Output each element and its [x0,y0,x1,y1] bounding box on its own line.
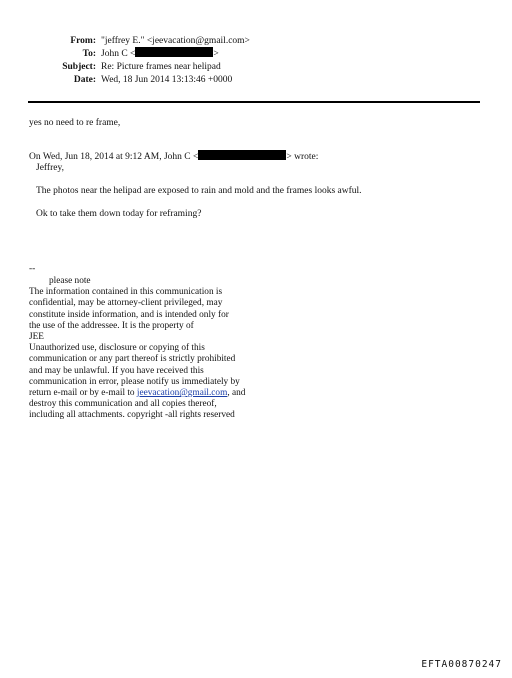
link-line-suffix: , and [227,388,246,399]
disclaimer-line: including all attachments. copyright -all rights reserved [29,410,235,421]
signature-disclaimer [29,276,245,422]
disclaimer-line: confidential, may be attorney-client privileged, may [29,298,223,309]
redaction-block [135,47,213,57]
disclaimer-link-line [29,388,245,399]
reply-text: yes no need to re frame, [29,118,121,128]
disclaimer-line: communication or any part thereof is strictly prohibited [29,354,236,365]
document-id: EFTA00870247 [421,659,502,670]
to-prefix: John C < [101,49,136,59]
subject-value: Re: Picture frames near helipad [101,62,221,72]
quote-attribution [29,150,318,163]
header-divider [28,101,480,103]
from-label: From: [70,36,96,46]
disclaimer-line: communication in error, please notify us immediately by [29,376,240,387]
disclaimer-line: and may be unlawful. If you have received this [29,365,204,376]
subject-label: Subject: [62,62,96,72]
quoted-line-2: Ok to take them down today for reframing? [36,209,202,219]
signature-dashes: -- [29,264,36,274]
to-label: To: [82,49,96,59]
date-value: Wed, 18 Jun 2014 13:13:46 +0000 [101,75,233,85]
date-label: Date: [73,75,96,85]
disclaimer-line: The information contained in this communication is [29,287,223,298]
disclaimer-line: destroy this communication and all copies thereof, [29,399,217,410]
quote-prefix: On Wed, Jun 18, 2014 at 9:12 AM, John C < [29,152,199,162]
signature-note: please note [49,276,91,286]
disclaimer-line: constitute inside information, and is intended only for [29,309,229,320]
quote-suffix: > wrote: [286,152,319,162]
to-suffix: > [213,49,219,59]
disclaimer-line: the use of the addressee. It is the property of [29,320,194,331]
link-line-prefix: return e-mail or by e-mail to [29,388,137,399]
from-value: "jeffrey E." <jeevacation@gmail.com> [101,36,250,46]
quoted-greeting: Jeffrey, [36,163,64,173]
email-link[interactable]: jeevacation@gmail.com [136,388,228,399]
quoted-line-1: The photos near the helipad are exposed to rain and mold and the frames looks awful. [36,186,362,196]
disclaimer-line: Unauthorized use, disclosure or copying of this [29,343,205,354]
disclaimer-line: JEE [29,332,44,343]
to-value [101,47,219,61]
redaction-block [198,150,286,160]
